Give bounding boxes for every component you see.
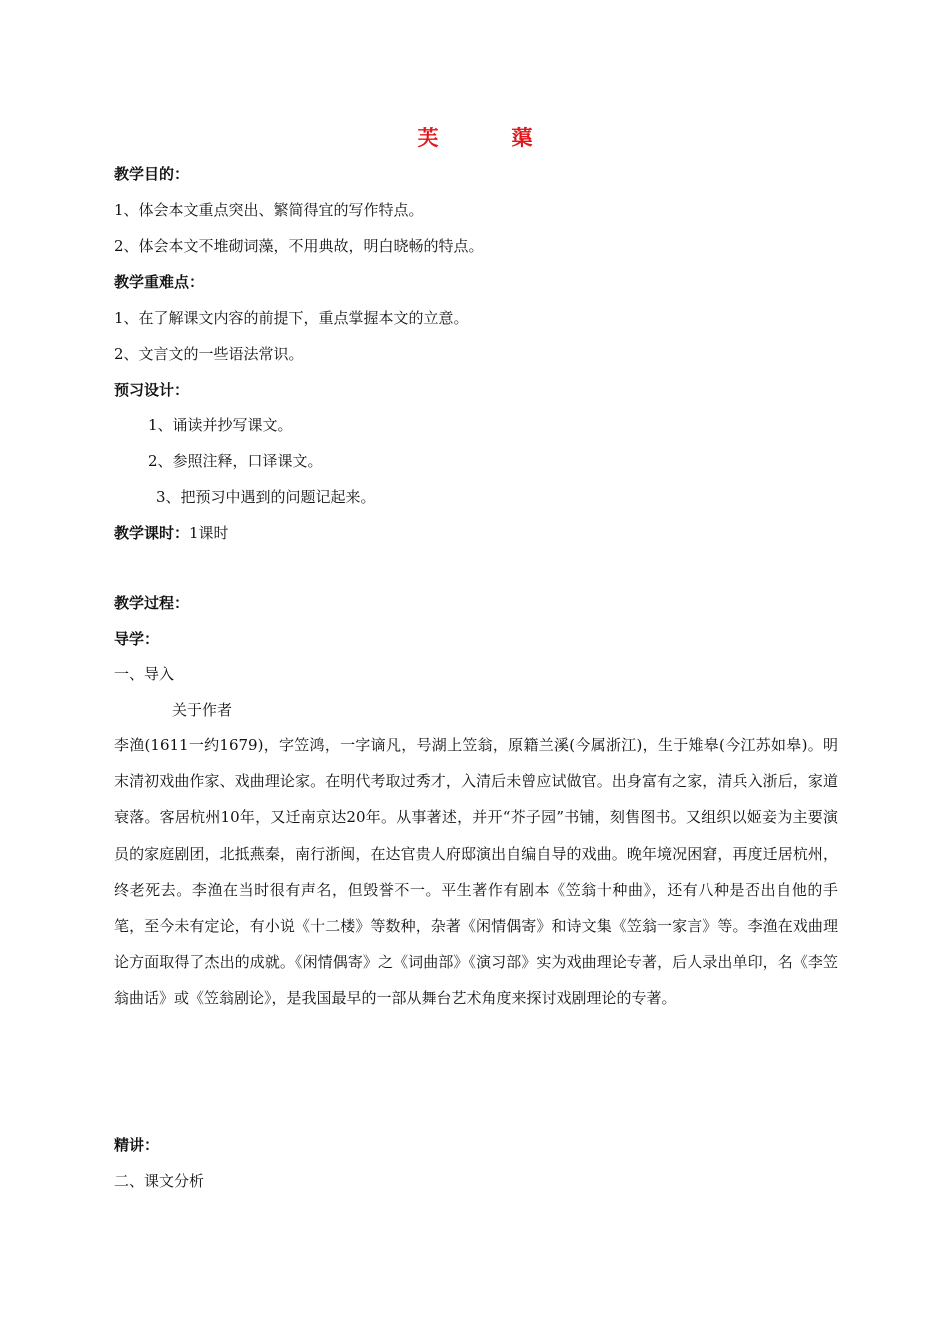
- key-point-item-2: 2、文言文的一些语法常识。: [114, 345, 304, 363]
- class-hours: [114, 523, 229, 543]
- objective-item-1: 1、体会本文重点突出、繁简得宜的写作特点。: [114, 201, 424, 219]
- preview-item-3: 3、把预习中遇到的问题记起来。: [156, 488, 376, 506]
- class-hours-value: 1课时: [189, 524, 229, 542]
- objectives-heading: 教学目的：: [114, 165, 190, 183]
- key-points-heading: 教学重难点：: [114, 273, 205, 291]
- preview-item-2: 2、参照注释，口译课文。: [148, 452, 323, 470]
- section-intro: 一、导入: [114, 665, 175, 683]
- guide-heading: 导学：: [114, 630, 160, 648]
- key-point-item-1: 1、在了解课文内容的前提下，重点掌握本文的立意。: [114, 309, 469, 327]
- document-title: 芙 蕖: [417, 126, 559, 150]
- author-biography: 李渔(1611一约1679)，字笠鸿，一字谪凡，号湖上笠翁，原籍兰溪(今属浙江)，生于雉皋(今江苏如皋)。明末清初戏曲作家、戏曲理论家。在明代考取过秀才，入清后未曾应试做官。出身富有之家，清兵入浙后，家道衰落。客居杭州10年，又迁南京达20年。从事著述，并开“芥子园”书铺，刻售图书。又组织以姬妾为主要演员的家庭剧团，北抵燕秦，南行浙闽，在达官贵人府邸演出自编自导的戏曲。晚年境况困窘，再度迁居杭州，终老死去。李渔在当时很有声名，但毁誉不一。平生著作有剧本《笠翁十种曲》，还有八种是否出自他的手笔，至今未有定论，有小说《十二楼》等数种，杂著《闲情偶寄》和诗文集《笠翁一家言》等。李渔在戏曲理论方面取得了杰出的成就。《闲情偶寄》之《词曲部》《演习部》实为戏曲理论专著，后人录出单印，名《李笠翁曲话》或《笠翁剧论》，是我国最早的一部从舞台艺术角度来探讨戏剧理论的专著。: [114, 736, 838, 1008]
- preview-heading: 预习设计：: [114, 381, 190, 399]
- lecture-heading: 精讲：: [114, 1136, 160, 1154]
- about-author-label: 关于作者: [172, 701, 233, 719]
- section-text-analysis: 二、课文分析: [114, 1172, 205, 1190]
- objective-item-2: 2、体会本文不堆砌词藻，不用典故，明白晓畅的特点。: [114, 237, 484, 255]
- class-hours-label: 教学课时：: [114, 524, 190, 542]
- preview-item-1: 1、诵读并抄写课文。: [148, 416, 293, 434]
- process-heading: 教学过程：: [114, 594, 190, 612]
